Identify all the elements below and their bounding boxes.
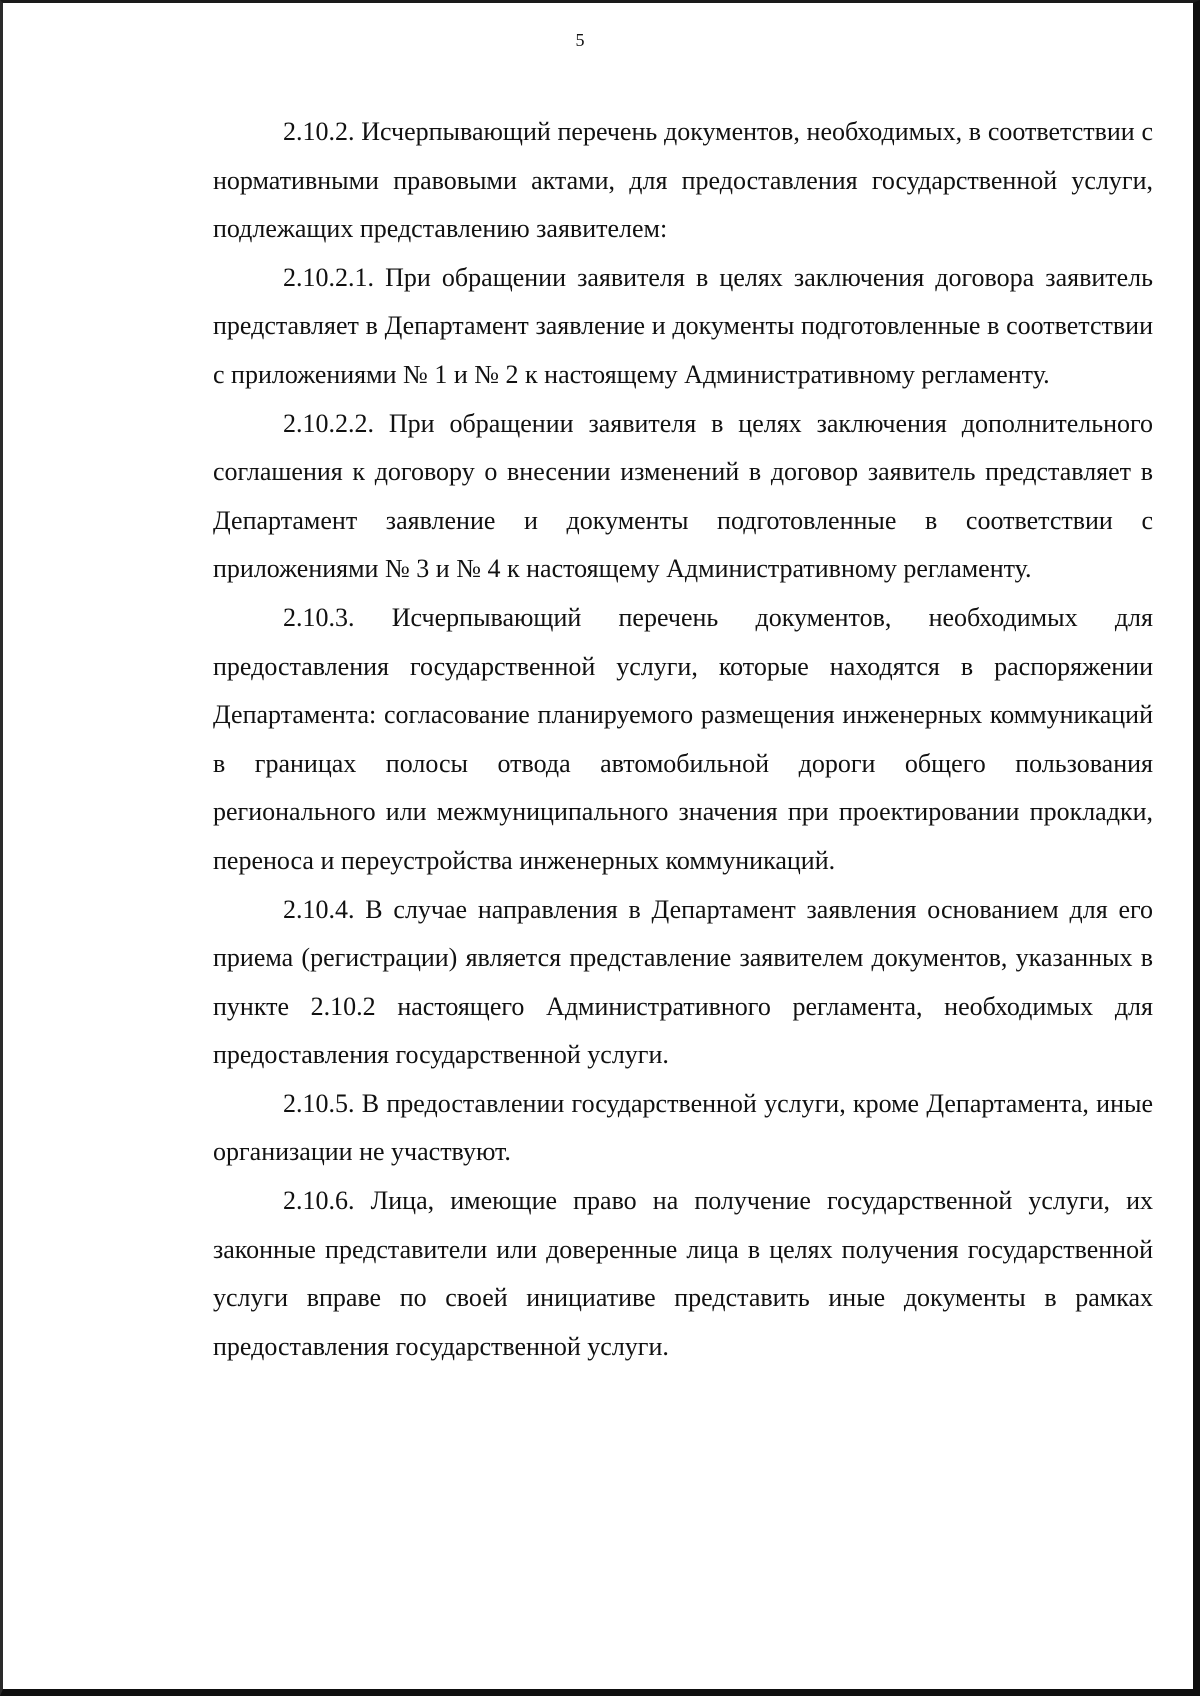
paragraph-2-10-5: 2.10.5. В предоставлении государственной услуги, кроме Департамента, иные организации не участвуют. — [213, 1088, 1153, 1167]
paragraph-2-10-2-1: 2.10.2.1. При обращении заявителя в целях заключения договора заявитель представляет в Департамент заявление и документы подготовленные в соответствии с приложениями № 1 и № 2 к настоящему Административному регламенту. — [213, 262, 1153, 389]
paragraph-2-10-2-2: 2.10.2.2. При обращении заявителя в целях заключения дополнительного соглашения к договору о внесении изменений в договор заявитель представляет в Департамент заявление и документы подготовленные в соответствии с приложениями № 3 и № 4 к настоящему Административному регламенту. — [213, 408, 1153, 584]
paragraph-2-10-6: 2.10.6. Лица, имеющие право на получение государственной услуги, их законные представители или доверенные лица в целях получения государственной услуги вправе по своей инициативе представить иные документы в рамках предоставления государственной услуги. — [213, 1186, 1153, 1361]
paragraph-2-10-2: 2.10.2. Исчерпывающий перечень документов, необходимых, в соответствии с нормативными правовыми актами, для предоставления государственной услуги, подлежащих представлению заявителем: — [213, 117, 1153, 244]
document-body — [213, 108, 1153, 1371]
paragraph-2-10-3: 2.10.3. Исчерпывающий перечень документов, необходимых для предоставления государственной услуги, которые находятся в распоряжении Департамента: согласование планируемого размещения инженерных коммуникаций в границах полосы отвода автомобильной дороги общего пользования регионального или межмуниципального значения при проектировании прокладки, переноса и переустройства инженерных коммуникаций. — [213, 602, 1153, 875]
page-number: 5 — [575, 30, 585, 50]
paragraph-2-10-4: 2.10.4. В случае направления в Департамент заявления основанием для его приема (регистрации) является представление заявителем документов, указанных в пункте 2.10.2 настоящего Административного регламента, необходимых для предоставления государственной услуги. — [213, 894, 1153, 1070]
